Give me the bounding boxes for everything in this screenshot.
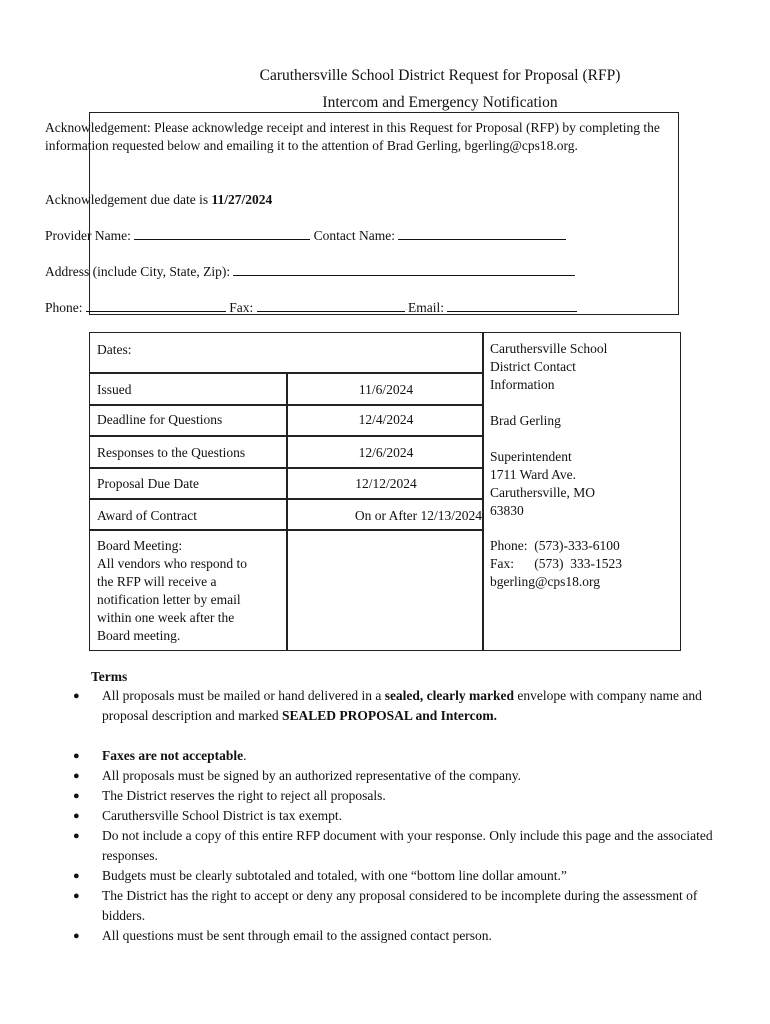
- board-meeting-line: All vendors who respond to: [97, 556, 247, 571]
- contact-heading: [490, 340, 675, 394]
- bullet-icon: ●: [73, 930, 80, 942]
- row-divider: [89, 435, 483, 437]
- date-label-questions: Deadline for Questions: [97, 412, 223, 427]
- board-meeting-line: Board Meeting:: [97, 538, 183, 553]
- contact-email[interactable]: bgerling@cps18.org: [490, 574, 601, 589]
- board-meeting-note: [97, 537, 282, 645]
- terms-bold: Faxes are not acceptable: [102, 748, 244, 763]
- due-label: Acknowledgement due date is: [45, 192, 212, 207]
- provider-contact-line: [45, 226, 685, 245]
- terms-text: Do not include a copy of this entire RFP document with your response. Only include this page and the associated responses.: [102, 828, 713, 863]
- bullet-icon: ●: [73, 830, 80, 842]
- terms-list: [0, 686, 770, 946]
- terms-text: All proposals must be signed by an authorized representative of the company.: [102, 768, 522, 783]
- fax-label: Fax:: [229, 300, 257, 315]
- contact-label: Contact Name:: [313, 228, 399, 243]
- terms-bold: sealed, clearly marked: [384, 688, 515, 703]
- due-date: 11/27/2024: [211, 192, 273, 207]
- terms-text: The District reserves the right to reject all proposals.: [102, 788, 386, 803]
- terms-item: [0, 926, 722, 946]
- date-value-questions: 12/4/2024: [358, 412, 414, 427]
- terms-item: [0, 686, 722, 726]
- terms-text: envelope with company name and proposal description and marked: [102, 688, 702, 723]
- bullet-icon: ●: [73, 690, 80, 702]
- terms-heading: Terms: [91, 669, 128, 684]
- terms-item: [0, 866, 722, 886]
- board-meeting-line: within one week after the: [97, 610, 235, 625]
- fax-field[interactable]: [257, 298, 405, 312]
- contact-city: Caruthersville, MO: [490, 485, 595, 500]
- date-label-responses: Responses to the Questions: [97, 445, 246, 460]
- phone-fax-email-line: [45, 298, 685, 317]
- bullet-icon: ●: [73, 890, 80, 902]
- acknowledgement-due-line: [45, 191, 685, 209]
- terms-item: [0, 806, 722, 826]
- acknowledgement-paragraph: Acknowledgement: Please acknowledge receipt and interest in this Request for Proposal (RFP) by completing the information requested below and emailing it to the attention of Brad Gerling, bgerling@cps18.org.: [45, 120, 660, 153]
- address-line: [45, 262, 685, 281]
- date-label-issued: Issued: [97, 382, 132, 397]
- email-field[interactable]: [447, 298, 577, 312]
- provider-label: Provider Name:: [45, 228, 135, 243]
- terms-item: [0, 786, 722, 806]
- contact-zip: 63830: [490, 503, 524, 518]
- contact-street: 1711 Ward Ave.: [490, 467, 577, 482]
- phone-label: Phone:: [45, 300, 86, 315]
- bullet-icon: ●: [73, 770, 80, 782]
- date-value-proposal-due: 12/12/2024: [355, 476, 417, 491]
- terms-bold: SEALED PROPOSAL and Intercom.: [281, 708, 497, 723]
- provider-name-field[interactable]: [134, 226, 310, 240]
- terms-text: Budgets must be clearly subtotaled and totaled, with one “bottom line dollar amount.”: [102, 868, 567, 883]
- terms-text: The District has the right to accept or deny any proposal considered to be incomplete during the assessment of bidders.: [102, 888, 698, 923]
- email-label: Email:: [408, 300, 448, 315]
- date-label-proposal-due: Proposal Due Date: [97, 476, 199, 491]
- date-value-issued: 11/6/2024: [358, 382, 414, 397]
- bullet-icon: ●: [73, 750, 80, 762]
- terms-text: All questions must be sent through email to the assigned contact person.: [102, 928, 492, 943]
- terms-text: All proposals must be mailed or hand delivered in a: [102, 688, 385, 703]
- terms-item: [0, 826, 722, 866]
- terms-item: [0, 746, 722, 766]
- bullet-icon: ●: [73, 790, 80, 802]
- row-divider: [89, 498, 483, 500]
- document-title: Caruthersville School District Request for Proposal (RFP): [259, 67, 621, 84]
- document-subtitle: Intercom and Emergency Notification: [322, 94, 558, 111]
- bullet-icon: ●: [73, 810, 80, 822]
- date-value-responses: 12/6/2024: [358, 445, 414, 460]
- row-divider: [89, 372, 483, 374]
- contact-heading-line: Information: [490, 377, 555, 392]
- address-label: Address (include City, State, Zip):: [45, 264, 234, 279]
- date-value-award: On or After 12/13/2024: [354, 508, 482, 523]
- board-meeting-line: notification letter by email: [97, 592, 241, 607]
- contact-numbers: [490, 537, 675, 591]
- board-meeting-line: Board meeting.: [97, 628, 181, 643]
- contact-phone: Phone: (573)-333-6100: [490, 538, 620, 553]
- contact-title: Superintendent: [490, 449, 572, 464]
- row-divider: [89, 467, 483, 469]
- terms-item: [0, 766, 722, 786]
- bullet-icon: ●: [73, 870, 80, 882]
- contact-heading-line: Caruthersville School: [490, 341, 608, 356]
- row-divider: [89, 529, 483, 531]
- contact-heading-line: District Contact: [490, 359, 576, 374]
- terms-item: [0, 886, 722, 926]
- date-label-award: Award of Contract: [97, 508, 197, 523]
- contact-address-block: [490, 448, 675, 520]
- board-meeting-line: the RFP will receive a: [97, 574, 217, 589]
- terms-text: Caruthersville School District is tax exempt.: [102, 808, 342, 823]
- contact-name: Brad Gerling: [490, 413, 561, 428]
- row-divider: [89, 404, 483, 406]
- contact-fax: Fax: (573) 333-1523: [490, 556, 622, 571]
- contact-name-field[interactable]: [398, 226, 566, 240]
- dates-header: Dates:: [97, 342, 132, 357]
- address-field[interactable]: [233, 262, 575, 276]
- phone-field[interactable]: [86, 298, 226, 312]
- terms-text: .: [243, 748, 247, 763]
